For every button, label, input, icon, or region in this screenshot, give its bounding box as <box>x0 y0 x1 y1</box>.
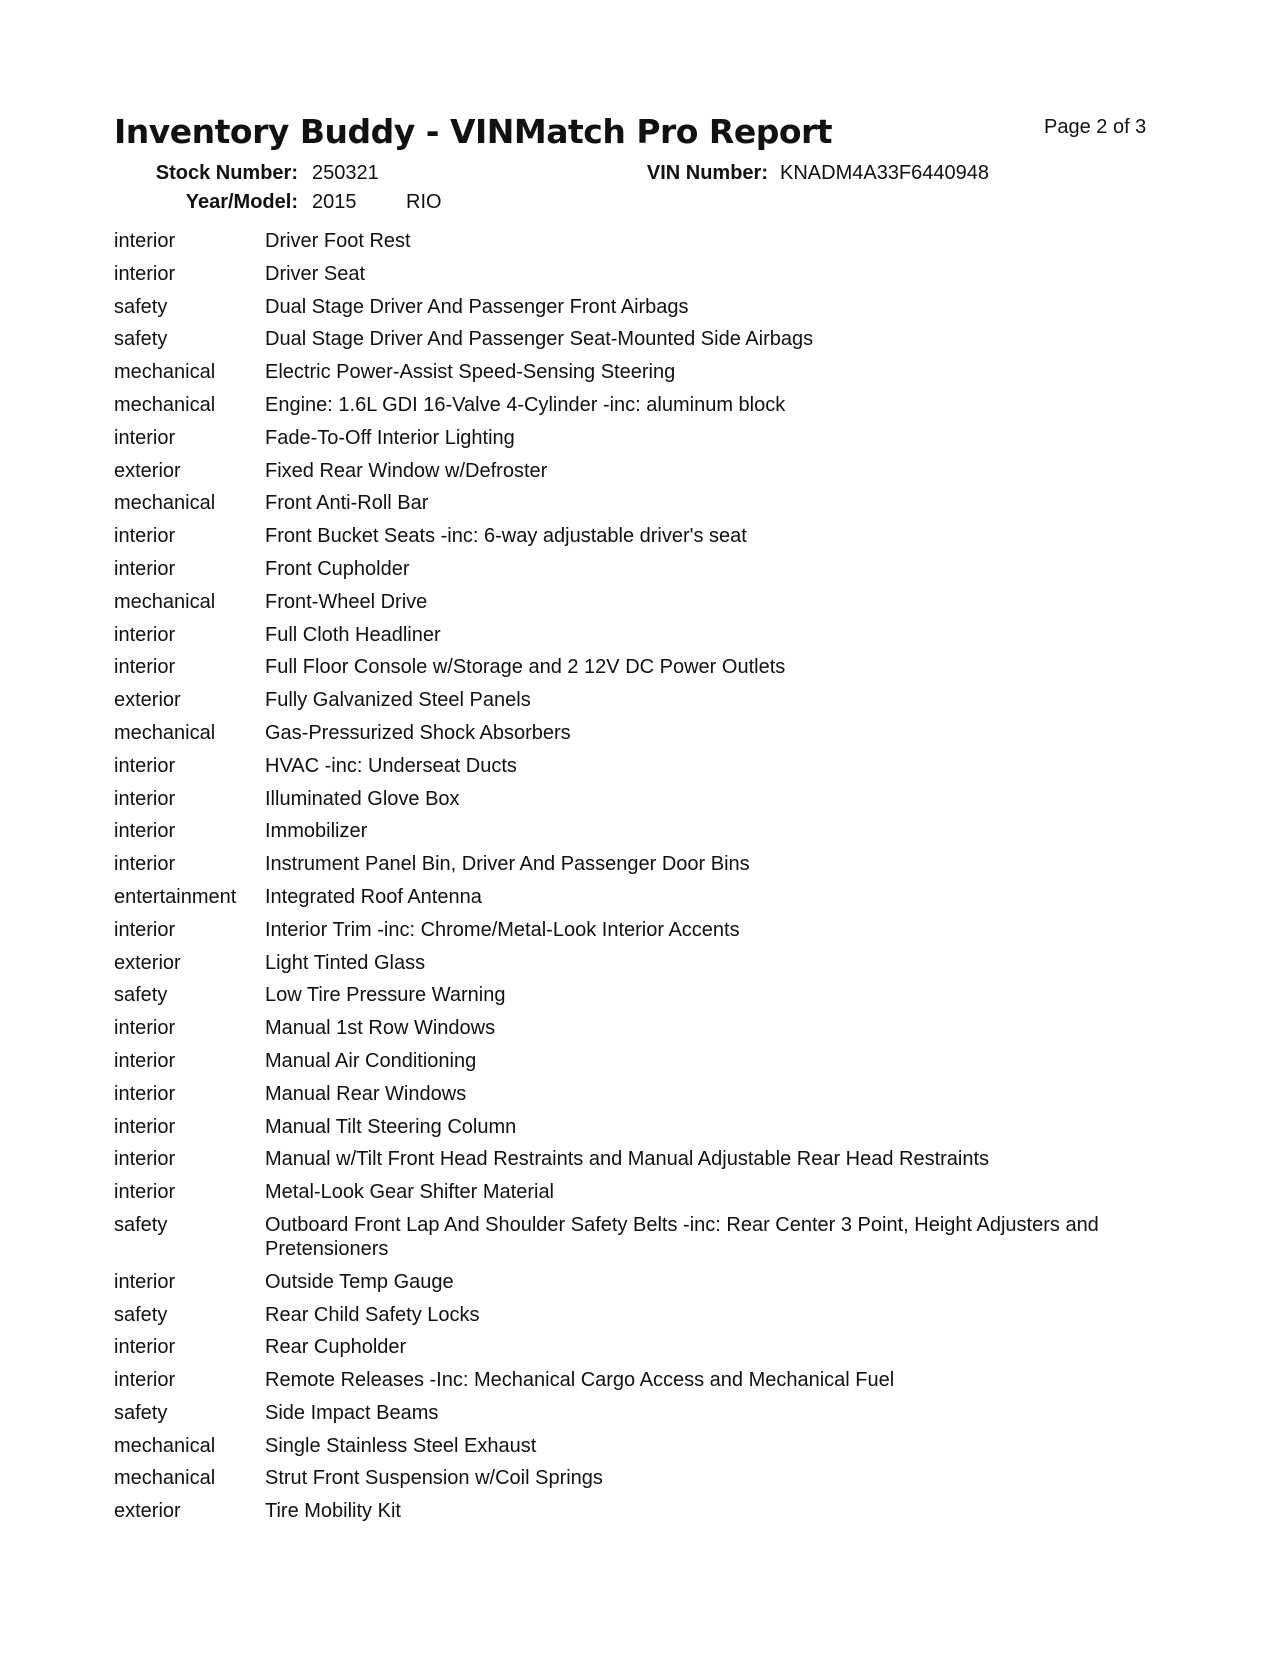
feature-category: interior <box>114 1049 176 1072</box>
feature-category: interior <box>114 230 176 252</box>
feature-category: exterior <box>114 1500 181 1523</box>
feature-category: mechanical <box>114 361 216 384</box>
feature-description: Integrated Roof Antenna <box>265 885 482 908</box>
feature-category: interior <box>114 1181 176 1204</box>
feature-row <box>114 557 1174 590</box>
feature-description: Instrument Panel Bin, Driver And Passenger Door Bins <box>265 853 750 876</box>
feature-category: interior <box>114 623 176 646</box>
feature-description: Full Cloth Headliner <box>265 623 441 646</box>
feature-row <box>114 295 1174 328</box>
feature-row <box>114 1434 1174 1467</box>
feature-category: interior <box>114 1369 176 1392</box>
model-value: RIO <box>406 191 442 213</box>
feature-category: interior <box>114 1336 176 1359</box>
feature-description: Immobilizer <box>265 820 368 843</box>
feature-row <box>114 426 1174 459</box>
year-model-label: Year/Model: <box>185 191 298 213</box>
feature-category: safety <box>114 1213 168 1236</box>
feature-description: Metal-Look Gear Shifter Material <box>265 1181 555 1204</box>
feature-row <box>114 1368 1174 1401</box>
feature-category: interior <box>114 656 176 679</box>
feature-description: Tire Mobility Kit <box>265 1500 401 1523</box>
feature-category: safety <box>114 328 168 351</box>
feature-category: interior <box>114 1148 176 1171</box>
report-title: Inventory Buddy - VINMatch Pro Report <box>114 112 833 151</box>
feature-category: safety <box>114 295 168 318</box>
feature-description: Manual Rear Windows <box>265 1082 467 1105</box>
feature-row <box>114 885 1174 918</box>
feature-category: interior <box>114 1115 176 1138</box>
vin-number-label: VIN Number: <box>646 162 768 184</box>
stock-number-label: Stock Number: <box>155 162 298 184</box>
feature-category: safety <box>114 1401 168 1424</box>
feature-row <box>114 819 1174 852</box>
feature-description: Manual 1st Row Windows <box>265 1017 496 1040</box>
feature-row <box>114 1082 1174 1115</box>
feature-row <box>114 1147 1174 1180</box>
feature-row <box>114 1180 1174 1213</box>
feature-category: mechanical <box>114 492 216 515</box>
feature-row <box>114 721 1174 754</box>
feature-description: Single Stainless Steel Exhaust <box>265 1434 537 1457</box>
feature-description: Electric Power-Assist Speed-Sensing Steering <box>265 361 676 384</box>
feature-description: Outboard Front Lap And Shoulder Safety Belts -inc: Rear Center 3 Point, Height Adjusters and Pretensioners <box>265 1213 1099 1260</box>
feature-row <box>114 983 1174 1016</box>
feature-description: Fixed Rear Window w/Defroster <box>265 459 548 482</box>
feature-description: Remote Releases -Inc: Mechanical Cargo Access and Mechanical Fuel <box>265 1369 895 1392</box>
feature-row <box>114 1303 1174 1336</box>
feature-description: Light Tinted Glass <box>265 951 426 974</box>
feature-category: interior <box>114 853 176 876</box>
feature-row <box>114 852 1174 885</box>
feature-row <box>114 491 1174 524</box>
feature-category: interior <box>114 557 176 580</box>
feature-category: interior <box>114 1017 176 1040</box>
feature-description: Dual Stage Driver And Passenger Front Airbags <box>265 295 689 318</box>
feature-description: Manual Tilt Steering Column <box>265 1115 517 1138</box>
feature-category: interior <box>114 820 176 843</box>
stock-number-value: 250321 <box>312 162 379 184</box>
feature-category: safety <box>114 984 168 1007</box>
feature-row <box>114 262 1174 295</box>
feature-description: Side Impact Beams <box>265 1401 439 1424</box>
feature-category: interior <box>114 754 176 777</box>
feature-row <box>114 951 1174 984</box>
feature-category: mechanical <box>114 1434 216 1457</box>
feature-description: Driver Seat <box>265 262 366 285</box>
feature-description: Interior Trim -inc: Chrome/Metal-Look Interior Accents <box>265 918 740 941</box>
feature-row <box>114 1270 1174 1303</box>
feature-category: interior <box>114 787 176 810</box>
feature-row <box>114 1213 1174 1270</box>
feature-row <box>114 1016 1174 1049</box>
feature-description: Driver Foot Rest <box>265 230 411 252</box>
feature-description: Full Floor Console w/Storage and 2 12V DC Power Outlets <box>265 656 786 679</box>
feature-row <box>114 623 1174 656</box>
feature-row <box>114 655 1174 688</box>
feature-row <box>114 1466 1174 1499</box>
feature-category: interior <box>114 918 176 941</box>
feature-category: mechanical <box>114 393 216 416</box>
year-value: 2015 <box>312 191 357 213</box>
feature-description: Front-Wheel Drive <box>265 590 428 613</box>
feature-row <box>114 1049 1174 1082</box>
feature-description: Fade-To-Off Interior Lighting <box>265 426 515 449</box>
feature-category: mechanical <box>114 721 216 744</box>
feature-row <box>114 393 1174 426</box>
feature-row <box>114 524 1174 557</box>
feature-description: HVAC -inc: Underseat Ducts <box>265 754 517 777</box>
feature-row <box>114 754 1174 787</box>
feature-description: Rear Child Safety Locks <box>265 1303 480 1326</box>
feature-description: Dual Stage Driver And Passenger Seat-Mounted Side Airbags <box>265 328 814 351</box>
feature-description: Manual Air Conditioning <box>265 1049 477 1072</box>
feature-category: safety <box>114 1303 168 1326</box>
feature-description: Engine: 1.6L GDI 16-Valve 4-Cylinder -inc: aluminum block <box>265 393 786 416</box>
feature-description: Illuminated Glove Box <box>265 787 460 810</box>
feature-row <box>114 1499 1174 1532</box>
feature-description: Front Anti-Roll Bar <box>265 492 429 515</box>
feature-category: interior <box>114 1082 176 1105</box>
feature-row <box>114 459 1174 492</box>
feature-description: Front Bucket Seats -inc: 6-way adjustable driver's seat <box>265 525 747 548</box>
feature-row <box>114 1401 1174 1434</box>
feature-row <box>114 688 1174 721</box>
feature-description: Fully Galvanized Steel Panels <box>265 689 531 712</box>
feature-description: Outside Temp Gauge <box>265 1270 454 1293</box>
feature-category: exterior <box>114 459 181 482</box>
feature-description: Rear Cupholder <box>265 1336 407 1359</box>
feature-category: entertainment <box>114 885 237 908</box>
feature-category: mechanical <box>114 590 216 613</box>
feature-category: interior <box>114 1270 176 1293</box>
feature-description: Gas-Pressurized Shock Absorbers <box>265 721 571 744</box>
feature-row <box>114 229 1174 262</box>
feature-category: interior <box>114 262 176 285</box>
feature-description: Strut Front Suspension w/Coil Springs <box>265 1467 603 1490</box>
feature-category: interior <box>114 426 176 449</box>
feature-description: Low Tire Pressure Warning <box>265 984 506 1007</box>
feature-row <box>114 918 1174 951</box>
feature-row <box>114 590 1174 623</box>
page-number: Page 2 of 3 <box>1044 116 1147 138</box>
feature-description: Front Cupholder <box>265 557 410 580</box>
feature-row <box>114 787 1174 820</box>
feature-category: exterior <box>114 689 181 712</box>
feature-row <box>114 360 1174 393</box>
feature-description: Manual w/Tilt Front Head Restraints and Manual Adjustable Rear Head Restraints <box>265 1148 990 1171</box>
feature-category: mechanical <box>114 1467 216 1490</box>
feature-category: exterior <box>114 951 181 974</box>
feature-row <box>114 327 1174 360</box>
feature-row <box>114 1115 1174 1148</box>
feature-list <box>114 229 1174 1532</box>
feature-category: interior <box>114 525 176 548</box>
vin-number-value: KNADM4A33F6440948 <box>780 162 990 184</box>
feature-row <box>114 1335 1174 1368</box>
